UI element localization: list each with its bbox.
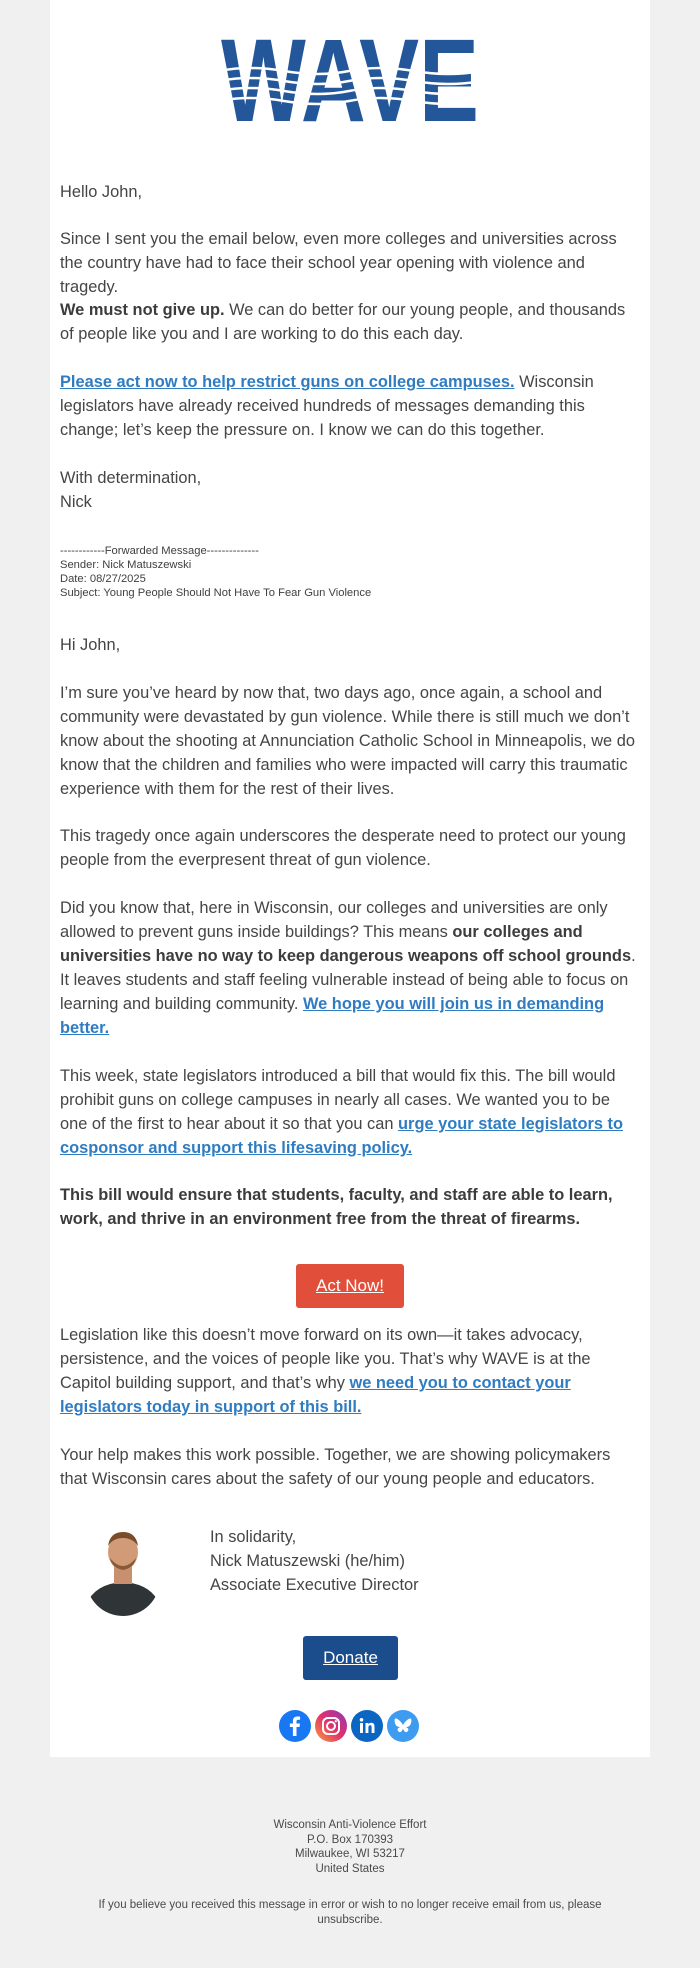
tragedy-paragraph: This tragedy once again underscores the desperate need to protect our young people from the everpresent threat of gun violence. bbox=[60, 827, 626, 869]
paragraph-text: . It leaves students and staff feeling vulnerable instead of being able to focus on learning and building community. bbox=[60, 947, 636, 1013]
did-you-know-paragraph bbox=[60, 896, 638, 1040]
email-card bbox=[50, 0, 650, 1757]
original-greeting: Hi John, bbox=[60, 636, 121, 654]
bill-paragraph bbox=[60, 1064, 638, 1160]
act-now-link[interactable]: Please act now to help restrict guns on college campuses. bbox=[60, 373, 515, 391]
paragraph-text: Legislation like this doesn’t move forward on its own—it takes advocacy, persistence, and the voices of people like you. That’s why WAVE is at the Capitol building support, and that’s why bbox=[60, 1326, 591, 1392]
donate-button[interactable]: Donate bbox=[303, 1636, 398, 1680]
urge-legislators-link[interactable]: urge your state legislators to cosponsor and support this lifesaving policy. bbox=[60, 1115, 624, 1157]
bold-lead: We must not give up. bbox=[60, 301, 225, 319]
join-us-link[interactable]: We hope you will join us in demanding better. bbox=[60, 995, 605, 1037]
footer-po: P.O. Box 170393 bbox=[306, 1833, 394, 1846]
act-now-paragraph bbox=[60, 370, 638, 442]
footer-country: United States bbox=[315, 1862, 385, 1875]
act-now-button[interactable]: Act Now! bbox=[296, 1264, 404, 1308]
footer-org: Wisconsin Anti-Violence Effort bbox=[273, 1819, 427, 1831]
shooting-paragraph: I’m sure you’ve heard by now that, two days ago, once again, a school and community were devastated by gun violence. While there is still much we don’t know about the shooting at Annunciation Catholic School in Minneapolis, we do know that the children and families who were impacted will carry this traumatic experience with them for the rest of their lives. bbox=[60, 684, 635, 798]
help-paragraph: Your help makes this work possible. Together, we are showing policymakers that Wisconsin cares about the safety of our young people and educators. bbox=[60, 1446, 611, 1488]
signature-line-1: In solidarity, bbox=[210, 1528, 297, 1546]
bold-text: our colleges and universities have no way to keep dangerous weapons off school grounds bbox=[60, 923, 632, 965]
closing: With determination, bbox=[60, 469, 202, 487]
closing-name: Nick bbox=[60, 493, 92, 511]
bill-summary-paragraph bbox=[60, 1183, 638, 1231]
bold-text: This bill would ensure that students, faculty, and staff are able to learn, work, and thrive in an environment free from the threat of firearms. bbox=[60, 1186, 613, 1228]
must-not-give-up-paragraph bbox=[60, 298, 638, 346]
disclaimer-text[interactable]: If you believe you received this message in error or wish to no longer receive email from us, please unsubscribe. bbox=[98, 1899, 602, 1926]
footer-city: Milwaukee, WI 53217 bbox=[295, 1848, 405, 1860]
social-links bbox=[279, 1710, 421, 1742]
forwarded-sender: Sender: Nick Matuszewski bbox=[60, 559, 192, 571]
forwarded-date: Date: 08/27/2025 bbox=[60, 573, 146, 585]
paragraph-text: Did you know that, here in Wisconsin, our colleges and universities are only allowed to prevent guns inside buildings? This means bbox=[60, 899, 608, 941]
forwarded-subject: Subject: Young People Should Not Have To Fear Gun Violence bbox=[60, 587, 372, 599]
paragraph-text: Wisconsin legislators have already received hundreds of messages demanding this change; let’s keep the pressure on. I know we can do this together. bbox=[60, 373, 594, 439]
bluesky-icon[interactable] bbox=[387, 1710, 419, 1742]
avatar bbox=[78, 1522, 168, 1616]
paragraph-text: This week, state legislators introduced a bill that would fix this. The bill would prohibit guns on college campuses in nearly all cases. We wanted you to be one of the first to hear about it so that you can bbox=[60, 1067, 616, 1133]
footer-address bbox=[0, 1818, 700, 1876]
signature bbox=[210, 1525, 419, 1597]
greeting: Hello John, bbox=[60, 183, 143, 201]
signature-name: Nick Matuszewski (he/him) bbox=[210, 1552, 405, 1570]
unsubscribe-disclaimer[interactable] bbox=[80, 1898, 620, 1927]
intro-paragraph: Since I sent you the email below, even more colleges and universities across the country have had to face their school year opening with violence and tragedy. bbox=[60, 230, 617, 296]
forwarded-header: ------------Forwarded Message-------------- bbox=[60, 545, 259, 557]
signature-title: Associate Executive Director bbox=[210, 1576, 419, 1594]
paragraph-text: We can do better for our young people, and thousands of people like you and I are working to do this each day. bbox=[60, 301, 626, 343]
facebook-icon[interactable] bbox=[279, 1710, 311, 1742]
contact-legislators-link[interactable]: we need you to contact your legislators today in support of this bill. bbox=[60, 1374, 571, 1416]
linkedin-icon[interactable] bbox=[351, 1710, 383, 1742]
legislation-paragraph bbox=[60, 1323, 638, 1419]
instagram-icon[interactable] bbox=[315, 1710, 347, 1742]
wave-logo[interactable] bbox=[50, 33, 650, 128]
